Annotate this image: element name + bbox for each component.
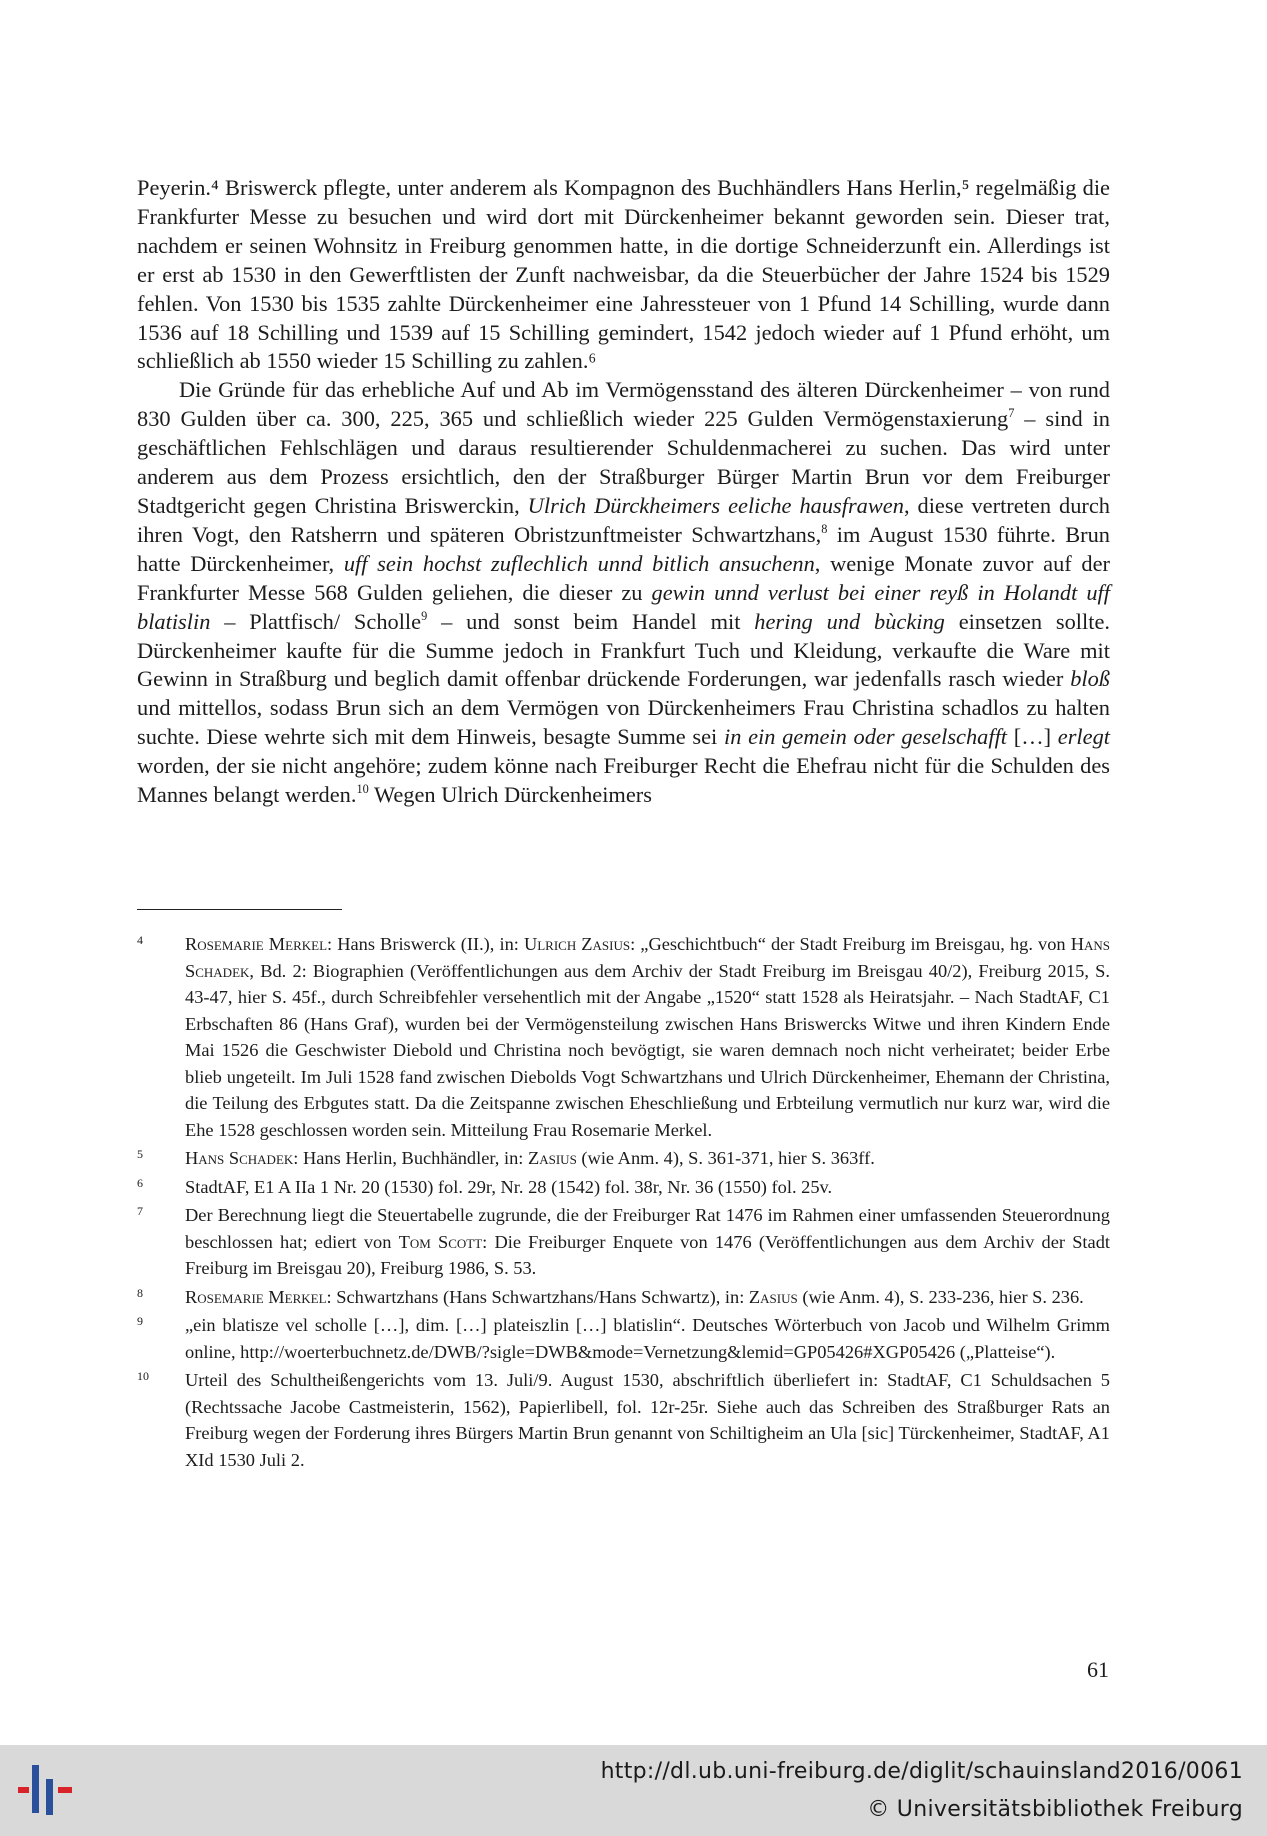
footnote-fragment: : Hans Herlin, Buchhändler, in: [293,1148,528,1168]
footnote-text [185,1367,1110,1473]
main-text [137,174,1110,810]
footnote-5 [137,1145,1110,1172]
paragraph-2: Die Gründe für das erhebliche Auf und Ab im Vermögensstand des älteren Dürckenheimer – von rund 830 Gulden über ca. 300, 225, 365 und schließlich wieder 225 Gulden Vermögenstaxierung$^7$ – sind in geschäftlichen Fehlschlägen und daraus resultierender Schuldenmacherei zu suchen. Das wird unter anderem aus dem Prozess ersichtlich, den der Straßburger Bürger Martin Brun vor dem Freiburger Stadtgericht gegen Christina Briswerckin, Ulrich Dürckheimers eeliche hausfrawen, diese vertreten durch ihren Vogt, den Ratsherrn und späteren Obristzunftmeister Schwartzhans,$^8$ im August 1530 führte. Brun hatte Dürckenheimer, uff sein hochst zuflechlich unnd bitlich ansuchenn, wenige Monate zuvor auf der Frankfurter Messe 568 Gulden geliehen, die dieser zu gewin unnd verlust bei einer reyß in Holandt uff blatislin – Plattfisch/ Scholle$^9$ – und sonst beim Handel mit hering und bùcking einsetzen sollte. Dürckenheimer kaufte für die Summe jedoch in Frankfurt Tuch und Kleidung, verkaufte die Ware mit Gewinn in Straßburg und beglich damit offenbar drückende Forderungen, war jedenfalls rasch wieder bloß und mittellos, sodass Brun sich an dem Vermögen von Dürckenheimers Frau Christina schadlos zu halten suchte. Diese wehrte sich mit dem Hinweis, besagte Summe sei in ein gemein oder geselschafft […] erlegt worden, der sie nicht angehöre; zudem könne nach Freiburger Recht die Ehefrau nicht für die Schulden des Mannes belangt werden.$^{10}$ Wegen Ulrich Dürckenheimers [137,377,1111,808]
footnote-text [185,1284,1110,1311]
source-url-link[interactable]: http://dl.ub.uni-freiburg.de/diglit/schauinsland2016/0061 [600,1759,1243,1784]
author-name: Hans Schadek [185,1148,294,1168]
footnote-10 [137,1367,1110,1473]
author-name: Zasius [528,1148,577,1168]
footnote-number: 8 [137,1285,143,1300]
footnote-7 [137,1202,1110,1282]
footnote-fragment: : Die Freiburger Enquete von 1476 (Veröffentlichungen aus dem Archiv der Stadt Freiburg im Breisgau 20), Freiburg 1986, S. 53. [185,1231,1110,1278]
footnote-number: 10 [137,1369,149,1383]
footnote-9 [137,1312,1110,1365]
footnote-text [185,1174,1110,1201]
footnote-text [185,1312,1110,1365]
footnote-fragment: : „Geschichtbuch“ der Stadt Freiburg im Breisgau, hg. von [630,934,1071,954]
author-name: Tom Scott [398,1231,483,1252]
footnote-text [185,931,1110,1143]
footnote-number: 5 [137,1147,143,1161]
footer-bar [0,1745,1267,1836]
footnote-number: 9 [137,1314,143,1328]
ub-freiburg-logo-icon[interactable] [18,1759,82,1821]
footnote-number: 7 [137,1204,143,1218]
footnote-fragment: (wie Anm. 4), S. 233-236, hier S. 236. [797,1286,1084,1307]
paragraph-1: Peyerin.⁴ Briswerck pflegte, unter anderem als Kompagnon des Buchhändlers Hans Herlin,⁵ regelmäßig die Frankfurter Messe zu besuchen und wird dort mit Dürckenheimer bekannt geworden sein. Dieser trat, nachdem er seinen Wohnsitz in Freiburg genommen hatte, in die dortige Schneiderzunft ein. Allerdings ist er erst ab 1530 in den Gewerftlisten der Zunft nachweisbar, da die Steuerbücher der Jahre 1524 bis 1529 fehlen. Von 1530 bis 1535 zahlte Dürckenheimer eine Jahressteuer von 1 Pfund 14 Schilling, wurde dann 1536 auf 18 Schilling und 1539 auf 15 Schilling gemindert, 1542 jedoch wieder auf 1 Pfund erhöht, um schließlich ab 1550 wieder 15 Schilling zu zahlen.⁶ [137,175,1110,374]
footnotes [137,931,1110,1475]
footnote-fragment: Urteil des Schultheißengerichts vom 13. Juli/9. August 1530, abschriftlich überliefert in: StadtAF, C1 Schuldsachen 5 (Rechtssache Jacobe Castmeisterin, 1562), Papierlibell, fol. 12r-25r. Siehe auch das Schreiben des Straßburger Rats an Freiburg wegen der Forderung ihres Bürgers Martin Brun genannt von Schiltigheim an Ula [sic] Türckenheimer, StadtAF, A1 XId 1530 Juli 2. [185,1370,1110,1470]
copyright-text: © Universitätsbibliothek Freiburg [867,1797,1243,1822]
footnote-4 [137,931,1110,1143]
footnote-fragment: Der Berechnung liegt die Steuertabelle zugrunde, die der Freiburger Rat 1476 im Rahmen einer umfassenden Steuerordnung beschlossen hat; ediert von [185,1205,1110,1252]
footnote-fragment: : Hans Briswerck (II.), in: [327,934,524,954]
footnote-number: 4 [137,933,143,947]
footnote-fragment: StadtAF, E1 A IIa 1 Nr. 20 (1530) fol. 29r, Nr. 28 (1542) fol. 38r, Nr. 36 (1550) fol. 25v. [185,1176,833,1197]
footnote-fragment: (wie Anm. 4), S. 361-371, hier S. 363ff. [576,1148,875,1168]
author-name: Ulrich Zasius [523,934,631,954]
author-name: Zasius [748,1286,798,1307]
author-name: Rosemarie Merkel [185,1286,327,1307]
footnote-fragment: : Schwartzhans (Hans Schwartzhans/Hans Schwartz), in: [326,1286,749,1307]
footnote-fragment: „ein blatisze vel scholle […], dim. […] plateiszlin […] blatislin“. Deutsches Wörterbuch von Jacob und Wilhelm Grimm online, http://woerterbuchnetz.de/DWB/?sigle=DWB&mode=Vernetzung&lemid=GP05426#XGP05426 („Platteise“). [185,1315,1110,1362]
footnote-6 [137,1174,1110,1201]
footnote-ref-10[interactable]: 10 [356,781,369,796]
footnote-ref-8[interactable]: 8 [821,521,828,536]
author-name: Hans Schadek [185,934,1110,981]
footnote-number: 6 [137,1175,143,1190]
footnote-8 [137,1284,1110,1311]
footnote-ref-9[interactable]: 9 [421,608,428,623]
footnote-divider [137,909,342,910]
footnote-fragment: , Bd. 2: Biographien (Veröffentlichungen aus dem Archiv der Stadt Freiburg im Breisgau 40/2), Freiburg 2015, S. 43-47, hier S. 45f., durch Schreibfehler versehentlich mit der Angabe „1520“ statt 1528 als Heiratsjahr. – Nach StadtAF, C1 Erbschaften 86 (Hans Graf), wurden bei der Vermögensteilung zwischen Hans Briswercks Witwe und ihren Kindern Ende Mai 1526 die Geschwister Diebold und Christina noch bevögtigt, sie waren demnach noch nicht verheiratet; beider Erbe blieb ungeteilt. Im Juli 1528 fand zwischen Diebolds Vogt Schwartzhans und Ulrich Dürckenheimer, Ehemann der Christina, die Teilung des Erbgutes statt. Da die Zeitspanne zwischen Eheschließung und Erbteilung vermutlich nur kurz war, wird die Ehe 1528 geschlossen worden sein. Mitteilung Frau Rosemarie Merkel. [185,960,1110,1140]
footnote-ref-7[interactable]: 7 [1008,406,1015,421]
footnote-text [185,1145,1110,1172]
author-name: Rosemarie Merkel [185,934,328,954]
page-number: 61 [1087,1657,1109,1682]
footnote-text [185,1202,1110,1282]
